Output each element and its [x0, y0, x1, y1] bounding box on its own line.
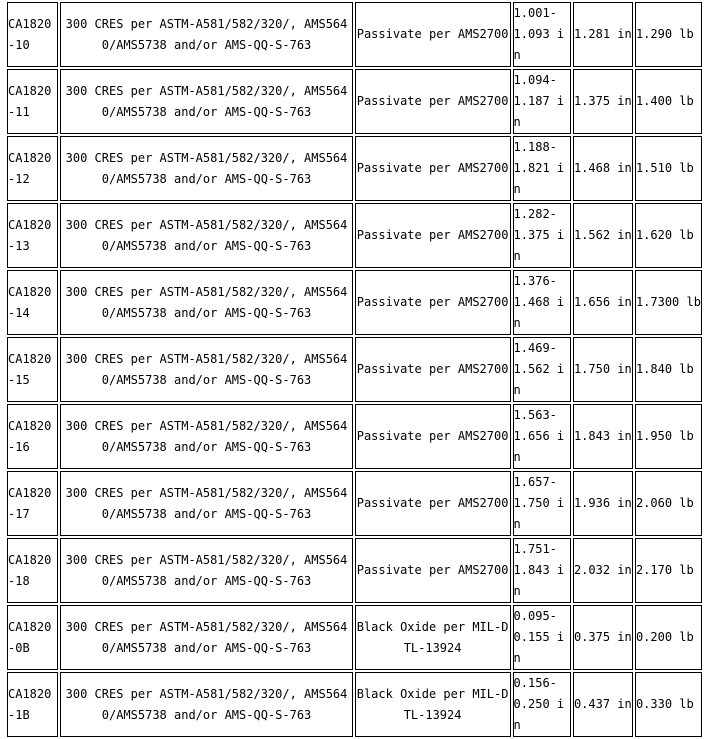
length-cell: 1.656 in [573, 270, 633, 335]
weight-cell: 1.290 lb [635, 2, 702, 67]
length-cell: 1.936 in [573, 471, 633, 536]
finish-cell: Passivate per AMS2700 [355, 538, 511, 603]
finish-cell: Passivate per AMS2700 [355, 203, 511, 268]
weight-cell: 1.950 lb [635, 404, 702, 469]
range-cell: 1.282-1.375 in [513, 203, 571, 268]
table-row [7, 337, 702, 402]
part-number-cell: CA1820-0B [7, 605, 58, 670]
material-cell: 300 CRES per ASTM-A581/582/320/, AMS5640/AMS5738 and/or AMS-QQ-S-763 [60, 2, 352, 67]
material-cell: 300 CRES per ASTM-A581/582/320/, AMS5640/AMS5738 and/or AMS-QQ-S-763 [60, 605, 352, 670]
length-cell: 0.375 in [573, 605, 633, 670]
material-cell: 300 CRES per ASTM-A581/582/320/, AMS5640/AMS5738 and/or AMS-QQ-S-763 [60, 203, 352, 268]
finish-cell: Passivate per AMS2700 [355, 2, 511, 67]
part-number-cell: CA1820-17 [7, 471, 58, 536]
part-number-cell: CA1820-12 [7, 136, 58, 201]
length-cell: 1.375 in [573, 69, 633, 134]
part-number-cell: CA1820-1B [7, 672, 58, 737]
range-cell: 1.751-1.843 in [513, 538, 571, 603]
finish-cell: Black Oxide per MIL-DTL-13924 [355, 672, 511, 737]
finish-cell: Passivate per AMS2700 [355, 136, 511, 201]
range-cell: 1.376-1.468 in [513, 270, 571, 335]
weight-cell: 0.200 lb [635, 605, 702, 670]
length-cell: 1.281 in [573, 2, 633, 67]
table-row [7, 136, 702, 201]
material-cell: 300 CRES per ASTM-A581/582/320/, AMS5640/AMS5738 and/or AMS-QQ-S-763 [60, 672, 352, 737]
part-number-cell: CA1820-10 [7, 2, 58, 67]
material-cell: 300 CRES per ASTM-A581/582/320/, AMS5640/AMS5738 and/or AMS-QQ-S-763 [60, 471, 352, 536]
finish-cell: Passivate per AMS2700 [355, 270, 511, 335]
length-cell: 1.750 in [573, 337, 633, 402]
table-row [7, 672, 702, 737]
length-cell: 1.562 in [573, 203, 633, 268]
material-cell: 300 CRES per ASTM-A581/582/320/, AMS5640/AMS5738 and/or AMS-QQ-S-763 [60, 69, 352, 134]
length-cell: 1.468 in [573, 136, 633, 201]
range-cell: 1.657-1.750 in [513, 471, 571, 536]
finish-cell: Passivate per AMS2700 [355, 69, 511, 134]
range-cell: 0.095-0.155 in [513, 605, 571, 670]
range-cell: 0.156-0.250 in [513, 672, 571, 737]
part-number-cell: CA1820-13 [7, 203, 58, 268]
weight-cell: 1.620 lb [635, 203, 702, 268]
table-row [7, 203, 702, 268]
finish-cell: Passivate per AMS2700 [355, 404, 511, 469]
spec-table-body [7, 2, 702, 737]
range-cell: 1.469-1.562 in [513, 337, 571, 402]
part-number-cell: CA1820-16 [7, 404, 58, 469]
table-row [7, 404, 702, 469]
table-row [7, 2, 702, 67]
spec-table [5, 0, 704, 739]
finish-cell: Passivate per AMS2700 [355, 337, 511, 402]
range-cell: 1.188-1.821 in [513, 136, 571, 201]
length-cell: 0.437 in [573, 672, 633, 737]
weight-cell: 1.7300 lb [635, 270, 702, 335]
weight-cell: 0.330 lb [635, 672, 702, 737]
material-cell: 300 CRES per ASTM-A581/582/320/, AMS5640/AMS5738 and/or AMS-QQ-S-763 [60, 538, 352, 603]
finish-cell: Passivate per AMS2700 [355, 471, 511, 536]
part-number-cell: CA1820-11 [7, 69, 58, 134]
table-row [7, 471, 702, 536]
range-cell: 1.001-1.093 in [513, 2, 571, 67]
table-row [7, 69, 702, 134]
part-number-cell: CA1820-14 [7, 270, 58, 335]
weight-cell: 1.840 lb [635, 337, 702, 402]
material-cell: 300 CRES per ASTM-A581/582/320/, AMS5640/AMS5738 and/or AMS-QQ-S-763 [60, 337, 352, 402]
weight-cell: 2.060 lb [635, 471, 702, 536]
table-row [7, 538, 702, 603]
table-row [7, 270, 702, 335]
part-number-cell: CA1820-15 [7, 337, 58, 402]
part-number-cell: CA1820-18 [7, 538, 58, 603]
length-cell: 2.032 in [573, 538, 633, 603]
finish-cell: Black Oxide per MIL-DTL-13924 [355, 605, 511, 670]
length-cell: 1.843 in [573, 404, 633, 469]
weight-cell: 1.510 lb [635, 136, 702, 201]
range-cell: 1.563-1.656 in [513, 404, 571, 469]
material-cell: 300 CRES per ASTM-A581/582/320/, AMS5640/AMS5738 and/or AMS-QQ-S-763 [60, 404, 352, 469]
range-cell: 1.094-1.187 in [513, 69, 571, 134]
material-cell: 300 CRES per ASTM-A581/582/320/, AMS5640/AMS5738 and/or AMS-QQ-S-763 [60, 136, 352, 201]
table-row [7, 605, 702, 670]
weight-cell: 2.170 lb [635, 538, 702, 603]
material-cell: 300 CRES per ASTM-A581/582/320/, AMS5640/AMS5738 and/or AMS-QQ-S-763 [60, 270, 352, 335]
weight-cell: 1.400 lb [635, 69, 702, 134]
